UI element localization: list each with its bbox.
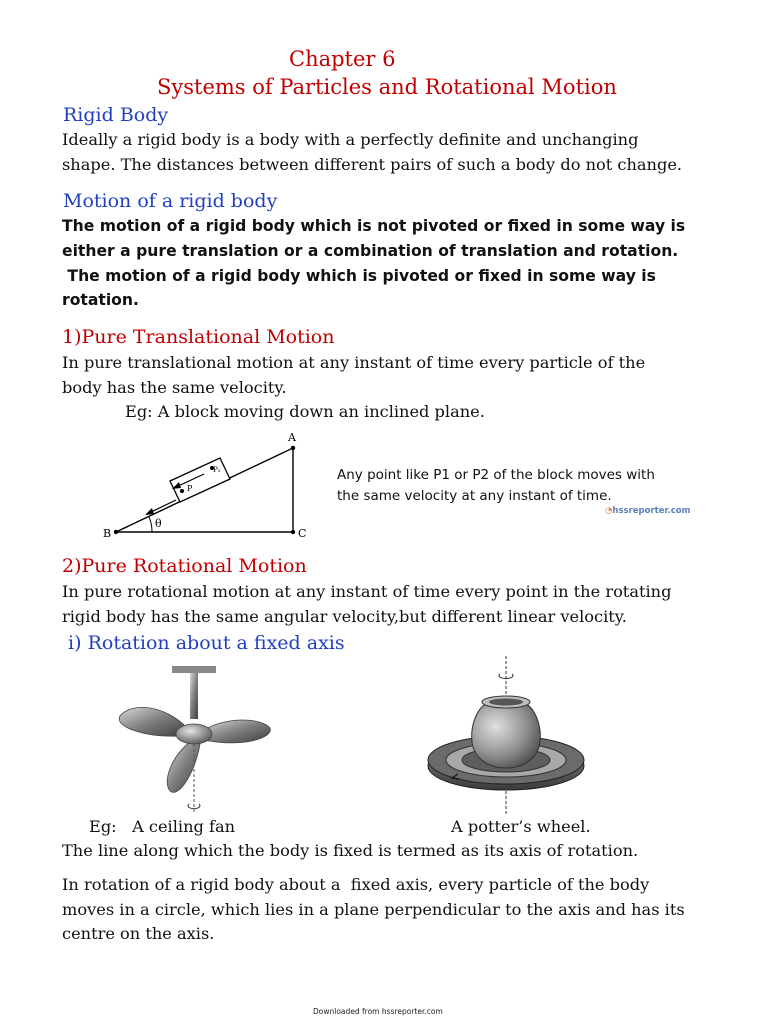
label-a: A — [288, 431, 296, 444]
wheel-caption: A potter’s wheel. — [451, 817, 591, 836]
inclined-plane-diagram — [100, 428, 325, 546]
fixed-axis-heading: i) Rotation about a fixed axis — [62, 632, 345, 654]
clay-pot — [472, 704, 541, 768]
watermark-logo-icon: ◔ — [605, 506, 613, 516]
text-line: In rotation of a rigid body about a fixed axis, every particle of the body — [62, 875, 650, 894]
motion-paragraph — [62, 214, 742, 313]
rigid-body-definition — [62, 128, 742, 177]
text-line: centre on the axis. — [62, 924, 215, 943]
translational-definition — [62, 351, 742, 400]
text-line: the same velocity at any instant of time. — [337, 488, 612, 504]
point-b — [114, 530, 118, 534]
fan-hub — [176, 724, 212, 744]
ceiling-mount — [172, 666, 216, 673]
angle-arc — [149, 517, 152, 532]
motion-heading: Motion of a rigid body — [63, 190, 278, 212]
text-line: either a pure translation or a combination of translation and rotation. — [62, 241, 679, 260]
pot-opening — [489, 699, 523, 706]
watermark-text: hssreporter.com — [612, 506, 691, 516]
text-line: shape. The distances between different pairs of such a body do not change. — [62, 154, 683, 174]
chapter-title: Systems of Particles and Rotational Motion — [157, 75, 617, 99]
text-line: Any point like P1 or P2 of the block moves with — [337, 467, 655, 483]
rigid-body-heading: Rigid Body — [63, 104, 169, 126]
text-line: moves in a circle, which lies in a plane perpendicular to the axis and has its — [62, 899, 685, 919]
text-line: In pure translational motion at any instant of time every particle of the — [62, 353, 646, 372]
theta-label: θ — [155, 517, 162, 530]
point-a — [291, 446, 295, 450]
fan-blade-right — [204, 720, 270, 743]
translational-example: Eg: A block moving down an inclined plane. — [125, 402, 485, 421]
text-line: rotation. — [62, 291, 139, 310]
text-line: The motion of a rigid body which is pivoted or fixed in some way is — [62, 266, 656, 285]
potters-wheel-illustration — [418, 654, 598, 818]
text-line: Ideally a rigid body is a body with a perfectly definite and unchanging — [62, 130, 639, 149]
chapter-number: Chapter 6 — [289, 47, 396, 71]
rotational-definition — [62, 580, 752, 629]
axis-definition: The line along which the body is fixed is termed as its axis of rotation. — [62, 841, 639, 860]
fan-rod — [190, 673, 198, 719]
watermark — [605, 506, 690, 516]
arrowhead-p — [145, 508, 154, 515]
ceiling-fan-illustration — [112, 666, 282, 814]
text-line: In pure rotational motion at any instant of time every point in the rotating — [62, 582, 672, 601]
translation-caption — [337, 465, 727, 507]
block — [170, 458, 230, 502]
footer-credit: Downloaded from hssreporter.com — [313, 1007, 443, 1016]
text-line: The motion of a rigid body which is not pivoted or fixed in some way is — [62, 217, 686, 235]
fan-caption: Eg: A ceiling fan — [89, 817, 236, 836]
label-c: C — [298, 527, 307, 540]
text-line: body has the same velocity. — [62, 377, 287, 397]
text-line: rigid body has the same angular velocity,but different linear velocity. — [62, 606, 627, 626]
p2-label: P₂ — [213, 466, 221, 474]
label-b: B — [103, 527, 112, 540]
translational-heading: 1)Pure Translational Motion — [62, 326, 335, 348]
fixed-axis-paragraph — [62, 873, 752, 947]
point-p — [180, 489, 184, 493]
p-label: P — [187, 484, 193, 493]
fan-blade-bottom — [167, 742, 200, 792]
point-c — [291, 530, 295, 534]
rotational-heading: 2)Pure Rotational Motion — [62, 555, 307, 577]
